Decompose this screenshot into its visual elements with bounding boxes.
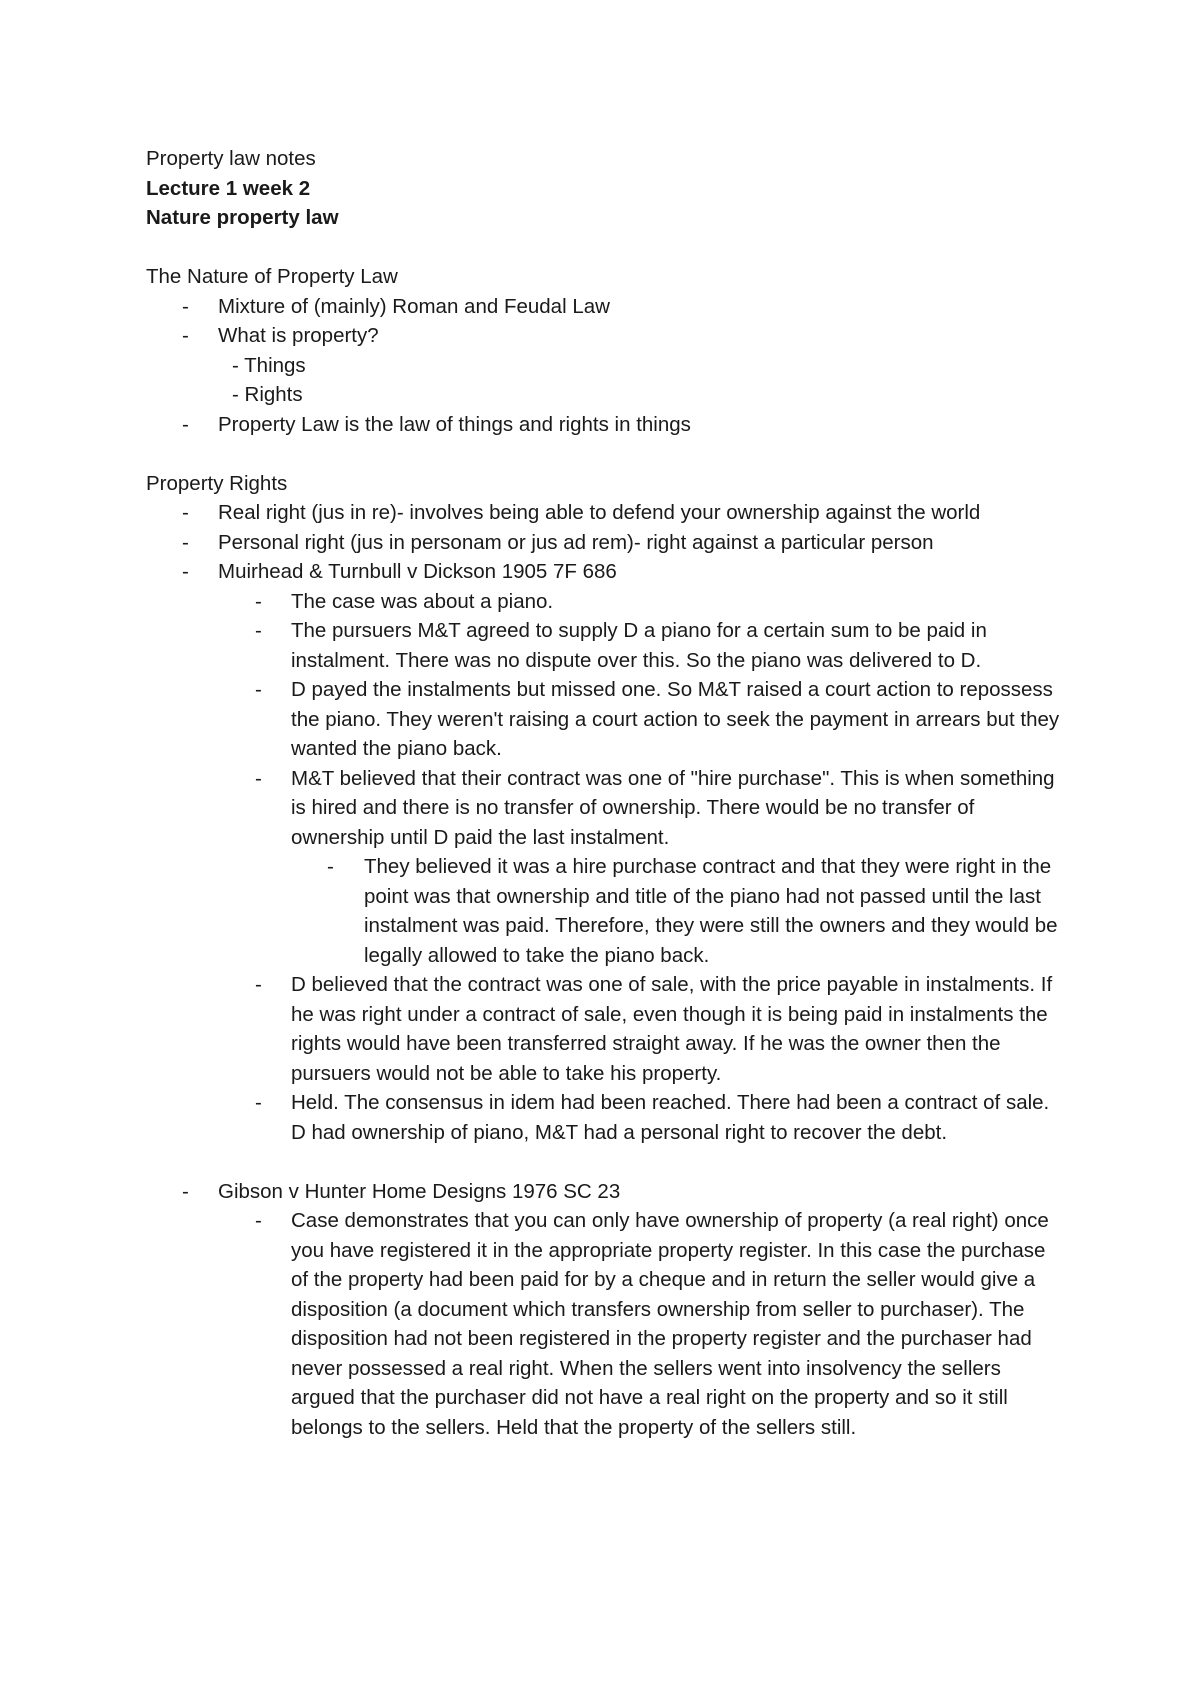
document-page	[146, 144, 1066, 1442]
case-point	[146, 675, 1066, 764]
topic-heading: Nature property law	[146, 206, 339, 229]
list-item-text: Property Law is the law of things and rights in things	[218, 412, 691, 436]
case-point	[146, 587, 1066, 617]
spacer	[146, 1147, 1066, 1177]
bullet-dash: -	[182, 324, 189, 347]
bullet-dash: -	[255, 619, 262, 642]
bullet-dash: -	[255, 1091, 262, 1114]
bullet-dash: -	[182, 1179, 189, 1203]
list-item-text: Personal right (jus in personam or jus ad rem)- right against a particular person	[218, 530, 934, 554]
list-item-case-muirhead	[146, 557, 1066, 587]
case-subpoint-text: They believed it was a hire purchase contract and that they were right in the point was that ownership and title of the piano had not passed until the last instalment was paid. Therefore, they were still the owners and they would be legally allowed to take the piano back.	[364, 855, 1058, 967]
list-item	[146, 528, 1066, 558]
case-point	[146, 1206, 1066, 1442]
bullet-dash: -	[255, 973, 262, 996]
list-item	[146, 321, 1066, 351]
lecture-heading: Lecture 1 week 2	[146, 176, 311, 200]
bullet-dash: -	[327, 855, 334, 878]
sub-item-rights: - Rights	[232, 383, 303, 406]
case-point	[146, 764, 1066, 853]
case-point	[146, 970, 1066, 1088]
case-citation: Gibson v Hunter Home Designs 1976 SC 23	[218, 1179, 621, 1203]
bullet-dash: -	[182, 560, 189, 583]
bullet-dash: -	[182, 501, 189, 524]
document-title: Property law notes	[146, 147, 316, 170]
sub-item-things: - Things	[232, 353, 306, 377]
spacer	[146, 233, 1066, 263]
case-citation: Muirhead & Turnbull v Dickson 1905 7F 686	[218, 560, 617, 583]
bullet-dash: -	[255, 678, 262, 701]
case-point-text: M&T believed that their contract was one of "hire purchase". This is when something is hired and there is no transfer of ownership. There would be no transfer of ownership until D paid the last instalment.	[291, 766, 1055, 849]
list-item-text: Mixture of (mainly) Roman and Feudal Law	[218, 294, 610, 318]
bullet-dash: -	[255, 766, 262, 790]
list-item	[146, 410, 1066, 440]
case-point-text: Case demonstrates that you can only have ownership of property (a real right) once you have registered it in the appropriate property register. In this case the purchase of the property had been paid for by a cheque and in return the seller would give a disposition (a document which transfers ownership from seller to purchaser). The disposition had not been registered in the property register and the purchaser had never possessed a real right. When the sellers went into insolvency the sellers argued that the purchaser did not have a real right on the property and so it still belongs to the sellers. Held that the property of the sellers still.	[291, 1209, 1049, 1439]
case-subpoint	[146, 852, 1066, 970]
spacer	[146, 439, 1066, 469]
case-point	[146, 616, 1066, 675]
case-point-held	[146, 1088, 1066, 1147]
bullet-dash: -	[182, 412, 189, 436]
case-point-text: D believed that the contract was one of sale, with the price payable in instalments. If he was right under a contract of sale, even though it is being paid in instalments the rights would have been transferred straight away. If he was the owner then the pursuers would not be able to take his property.	[291, 973, 1053, 1085]
case-point-text: Held. The consensus in idem had been reached. There had been a contract of sale. D had ownership of piano, M&T had a personal right to recover the debt.	[291, 1091, 1050, 1144]
list-item	[146, 498, 1066, 528]
case-point-text: The pursuers M&T agreed to supply D a piano for a certain sum to be paid in instalment. There was no dispute over this. So the piano was delivered to D.	[291, 619, 987, 672]
list-item-case-gibson	[146, 1177, 1066, 1207]
bullet-dash: -	[255, 1209, 262, 1232]
section-heading-rights: Property Rights	[146, 471, 288, 495]
list-item-text: What is property?	[218, 324, 379, 347]
case-point-text: D payed the instalments but missed one. So M&T raised a court action to repossess the piano. They weren't raising a court action to seek the payment in arrears but they wanted the piano back.	[291, 678, 1060, 760]
bullet-dash: -	[182, 530, 189, 554]
bullet-dash: -	[255, 589, 262, 613]
bullet-dash: -	[182, 294, 189, 318]
list-item	[146, 292, 1066, 322]
list-item-text: Real right (jus in re)- involves being able to defend your ownership against the world	[218, 501, 981, 524]
case-point-text: The case was about a piano.	[291, 589, 554, 613]
section-heading-nature: The Nature of Property Law	[146, 265, 398, 288]
